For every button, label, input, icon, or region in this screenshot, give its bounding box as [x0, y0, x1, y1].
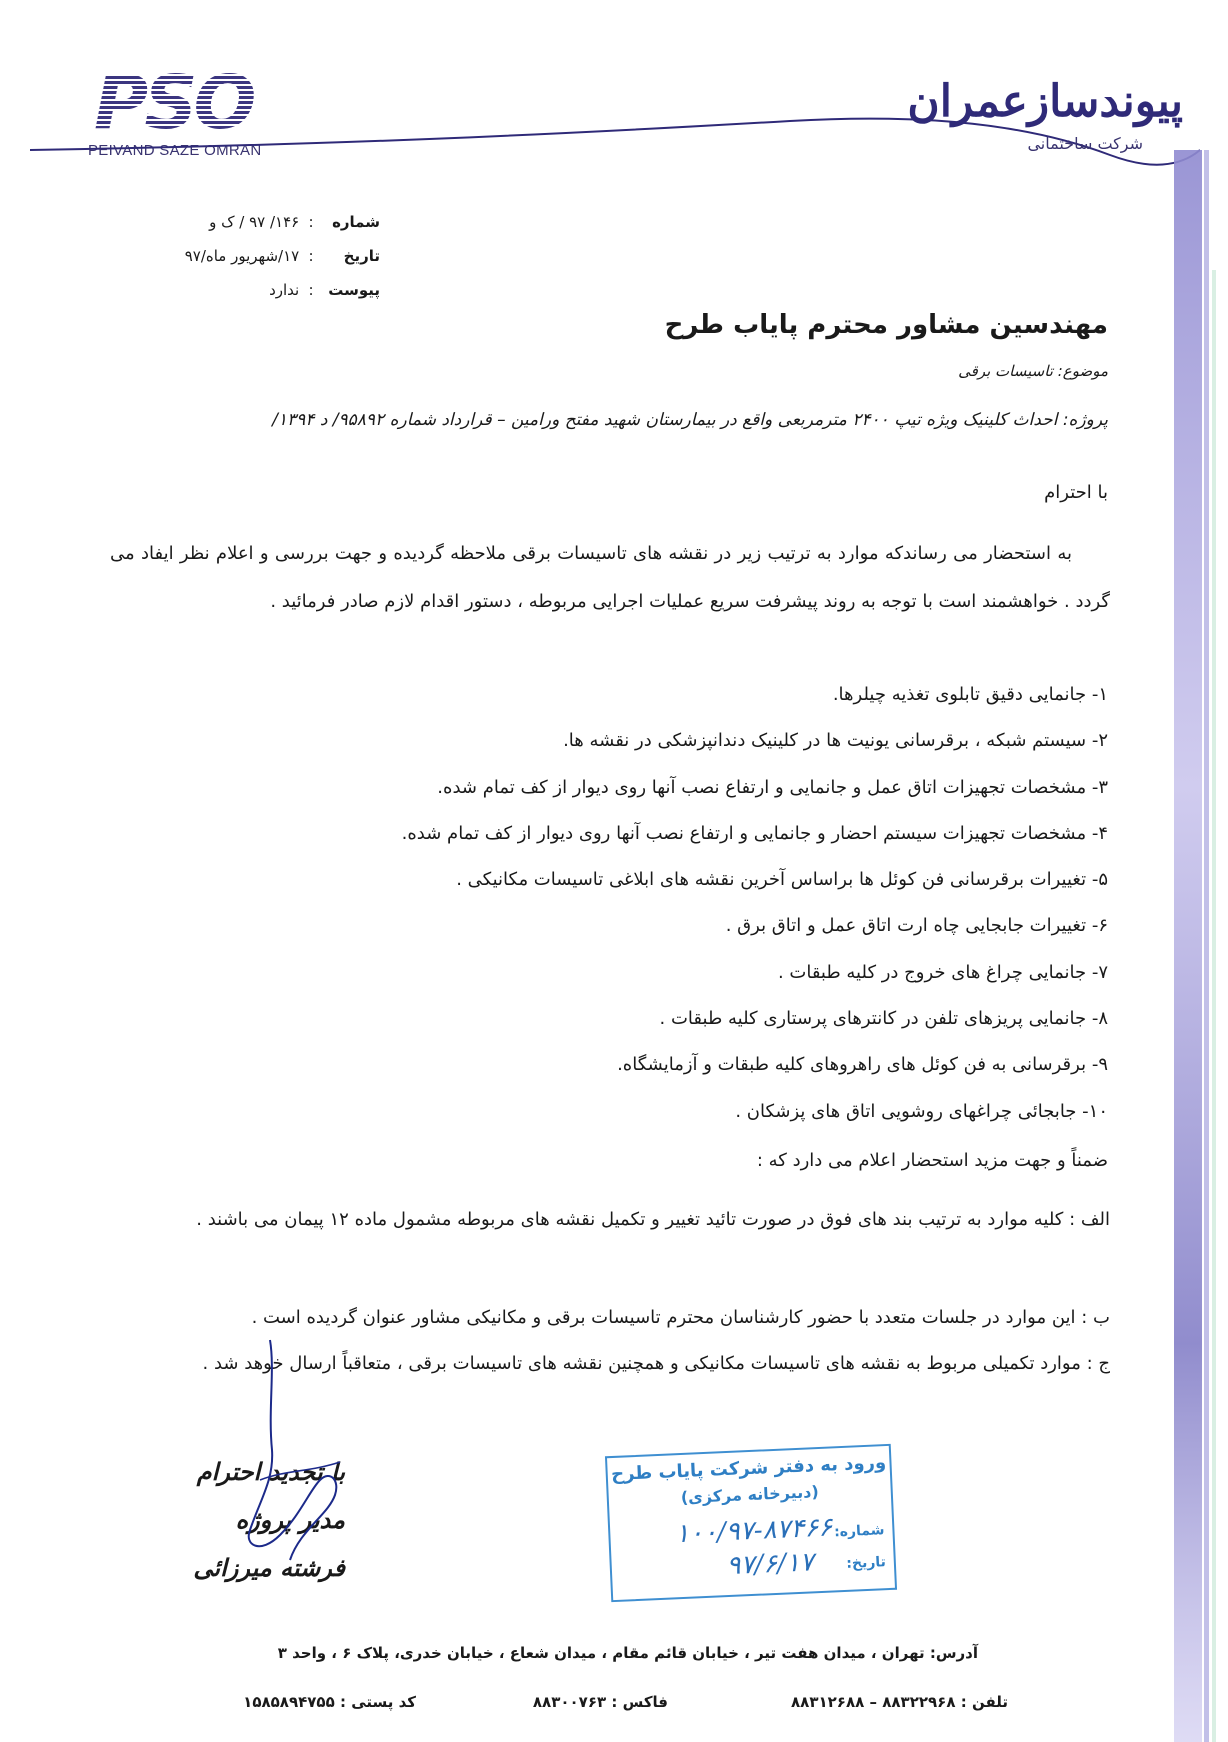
clause-c: ج : موارد تکمیلی مربوط به نقشه های تاسیسات مکانیکی و همچنین نقشه های تاسیسات برقی ، متعاقباً ارسال خوهد شد . — [202, 1353, 1110, 1374]
letter-meta — [150, 205, 380, 307]
meta-date-row: تاریخ: ۱۷/شهریور ماه/۹۷ — [150, 239, 380, 273]
list-item: ۳- مشخصات تجهیزات اتاق عمل و جانمایی و ارتفاع نصب آنها روی دیوار از کف تمام شده. — [437, 776, 1108, 798]
clause-b: ب : این موارد در جلسات متعدد با حضور کارشناسان محترم تاسیسات برقی و مکانیکی مشاور عنوان گردیده است . — [251, 1307, 1110, 1328]
stamp-center: (دبیرخانه مرکزی) — [680, 1482, 820, 1508]
handwritten-signature — [230, 1330, 360, 1570]
stamp-title: ورود به دفتر شرکت پایاب طرح — [610, 1452, 887, 1486]
footer-phone — [791, 1693, 1008, 1711]
intro-paragraph: به استحضار می رساندکه موارد به ترتیب زیر در نقشه های تاسیسات برقی ملاحظه گردیده و جهت بررسی و اعلام نظر ایفاد می گردد . خواهشمند است با توجه به روند پیشرفت سریع عملیات اجرایی مربوطه ، دستور اقدام لازم صادر فرمائید . — [110, 543, 1110, 612]
list-item: ۲- سیستم شبکه ، برقرسانی یونیت ها در کلینیک دندانپزشکی در نقشه ها. — [563, 730, 1108, 752]
brand-block — [907, 78, 1183, 153]
subject-line: موضوع: تاسیسات برقی — [958, 362, 1108, 380]
footer-postal — [243, 1693, 416, 1711]
list-item: ۹- برقرسانی به فن کوئل های راهروهای کلیه طبقات و آزمایشگاه. — [617, 1054, 1108, 1076]
salutation: با احترام — [1044, 482, 1108, 503]
received-stamp — [605, 1444, 897, 1602]
list-item: ۵- تغییرات برقرسانی فن کوئل ها براساس آخرین نقشه های ابلاغی تاسیسات مکانیکی . — [456, 869, 1108, 891]
project-line: پروژه: احداث کلینیک ویژه تیپ ۲۴۰۰ مترمربعی واقع در بیمارستان شهید مفتح ورامین – قرارداد شماره ۹۵۸۹۲/ د ۱۳۹۴/ — [272, 410, 1108, 430]
closing-regards: با تجدید احترام — [196, 1457, 345, 1486]
brand-subtitle: شرکت ساختمانی — [1027, 134, 1143, 153]
closing-title: مدیر پروژه — [235, 1505, 345, 1534]
request-list — [402, 672, 1108, 1135]
meta-number-row: شماره: ۱۴۶/ ۹۷ / ک و — [150, 205, 380, 239]
footer-fax-value: ۸۸۳۰۰۷۶۳ — [532, 1693, 607, 1711]
footer-fax-label: فاکس : — [611, 1693, 668, 1711]
list-item: ۷- جانمایی چراغ های خروج در کلیه طبقات . — [777, 961, 1108, 983]
svg-text:PSO: PSO — [94, 66, 253, 136]
brand-name: پیوندسازعمران — [907, 76, 1183, 127]
logo-subtitle: PEIVAND SAZE OMRAN — [88, 142, 262, 159]
decorative-side-stripe — [1166, 150, 1228, 1742]
clause-a: الف : کلیه موارد به ترتیب بند های فوق در صورت تائید تغییر و تکمیل نقشه های مربوطه مشمول ماده ۱۲ پیمان می باشند . — [196, 1209, 1110, 1230]
note-line: ضمناً و جهت مزید استحضار اعلام می دارد که : — [756, 1150, 1108, 1171]
footer-postal-label: کد پستی : — [339, 1693, 416, 1711]
closing-name: فرشته میرزائی — [193, 1553, 345, 1582]
footer-phone-label: تلفن : — [960, 1693, 1008, 1711]
footer-postal-value: ۱۵۸۵۸۹۴۷۵۵ — [243, 1693, 335, 1711]
list-item: ۴- مشخصات تجهیزات سیستم احضار و جانمایی و ارتفاع نصب آنها روی دیوار از کف تمام شده. — [401, 822, 1108, 844]
meta-date-label: تاریخ — [343, 247, 380, 265]
stamp-number-label: شماره: — [833, 1522, 885, 1541]
footer-address: آدرس: تهران ، میدان هفت تیر ، خیابان قائم مقام ، میدان شعاع ، خیابان خدری، پلاک ۶ ، واحد ۳ — [277, 1644, 978, 1662]
list-item: ۱۰- جابجائی چراغهای روشویی اتاق های پزشکان . — [735, 1100, 1108, 1122]
meta-number-label: شماره — [332, 213, 380, 231]
stamp-date-label: تاریخ: — [845, 1554, 887, 1572]
meta-date-value: ۱۷/شهریور ماه/۹۷ — [184, 247, 300, 265]
footer-fax — [533, 1693, 668, 1711]
footer-phone-value: ۸۸۳۲۲۹۶۸ – ۸۸۳۱۲۶۸۸ — [791, 1693, 956, 1711]
list-item: ۶- تغییرات جابجایی چاه ارت اتاق عمل و اتاق برق . — [725, 915, 1108, 937]
recipient: مهندسین مشاور محترم پایاب طرح — [664, 310, 1108, 340]
meta-number-value: ۱۴۶/ ۹۷ / ک و — [209, 213, 300, 231]
meta-attachment-value: ندارد — [269, 281, 300, 299]
meta-attachment-row: پیوست: ندارد — [150, 273, 380, 307]
stamp-number-value: ۱۰۰/۹۷-۸۷۴۶۶ — [674, 1512, 833, 1550]
stamp-date-value: ۹۷/۶/۱۷ — [725, 1547, 815, 1582]
meta-attachment-label: پیوست — [328, 281, 380, 299]
list-item: ۸- جانمایی پریزهای تلفن در کانترهای پرستاری کلیه طبقات . — [659, 1008, 1108, 1030]
list-item: ۱- جانمایی دقیق تابلوی تغذیه چیلرها. — [832, 684, 1108, 705]
